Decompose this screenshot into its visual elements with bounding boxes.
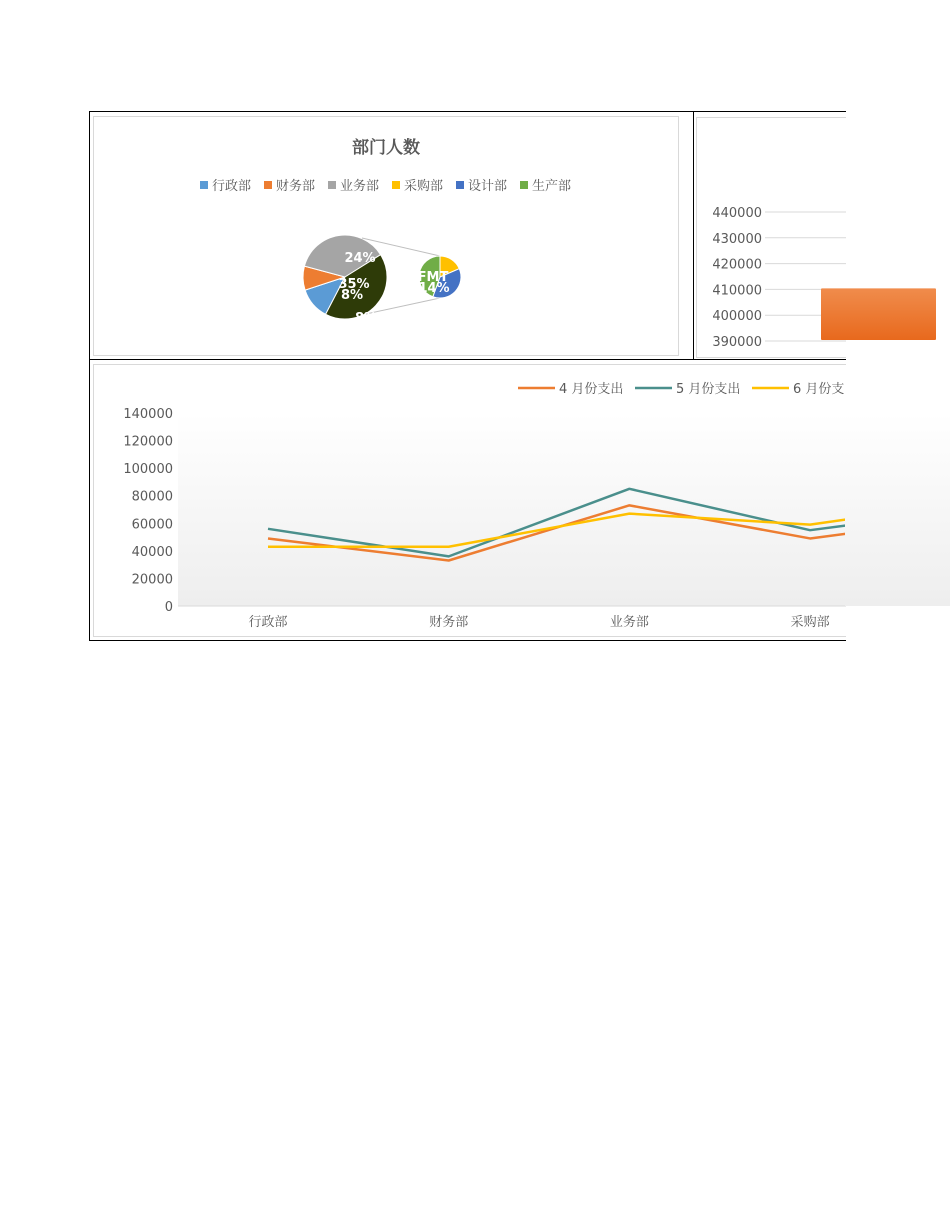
cell-horizontal-divider bbox=[90, 359, 846, 360]
line-ytick-0: 140000 bbox=[123, 407, 173, 422]
pie-data-label-3: 8% bbox=[354, 311, 378, 326]
line-plot-overflow bbox=[845, 413, 950, 606]
bar-ytick-0: 440000 bbox=[712, 206, 762, 221]
legend-label-5: 生产部 bbox=[532, 179, 572, 194]
legend-label-2: 业务部 bbox=[340, 179, 380, 194]
pie-data-label-0: 24% bbox=[344, 251, 376, 266]
line-legend bbox=[518, 381, 844, 397]
line-plot-overflow-bg bbox=[845, 413, 950, 606]
line-xtick-0: 行政部 bbox=[248, 615, 288, 630]
bar-chart-frame[interactable] bbox=[696, 117, 846, 358]
legend-label-4: 设计部 bbox=[468, 179, 508, 194]
report-sheet bbox=[89, 111, 846, 641]
line-ytick-2: 100000 bbox=[123, 462, 173, 478]
line-ytick-5: 40000 bbox=[131, 544, 173, 560]
bar-gridlines bbox=[765, 212, 846, 341]
pie-data-label-2: 8% bbox=[340, 288, 364, 303]
legend-swatch-0 bbox=[200, 181, 208, 189]
line-x-axis-ticks bbox=[248, 614, 846, 630]
bar-ytick-5: 390000 bbox=[712, 335, 762, 350]
line-plot-area bbox=[178, 413, 846, 606]
line-legend-label-0: 4 月份支出 bbox=[559, 382, 624, 397]
secondary-label-1: 14% bbox=[418, 281, 450, 296]
legend-swatch-3 bbox=[392, 181, 400, 189]
line-legend-label-2: 6 月份支 bbox=[793, 382, 845, 397]
bar-ytick-3: 410000 bbox=[712, 283, 762, 299]
legend-label-1: 财务部 bbox=[276, 179, 316, 194]
line-ytick-3: 80000 bbox=[131, 489, 173, 505]
line-ytick-7: 0 bbox=[164, 600, 173, 615]
bar-y-axis-ticks bbox=[712, 206, 762, 350]
bar-ytick-2: 420000 bbox=[712, 257, 762, 273]
line-chart bbox=[94, 365, 846, 636]
line-ytick-4: 60000 bbox=[131, 517, 173, 533]
line-chart-frame[interactable] bbox=[93, 364, 846, 637]
bar-ytick-1: 430000 bbox=[712, 231, 762, 247]
bar-ytick-4: 400000 bbox=[712, 309, 762, 325]
legend-label-0: 行政部 bbox=[212, 179, 252, 194]
legend-label-3: 采购部 bbox=[404, 179, 444, 194]
cell-vertical-divider bbox=[693, 112, 694, 359]
pie-chart bbox=[94, 117, 678, 355]
line-ytick-6: 20000 bbox=[131, 572, 173, 588]
pie-data-label-1: 35% bbox=[338, 277, 370, 292]
line-xtick-2: 业务部 bbox=[609, 615, 649, 630]
bar-chart bbox=[697, 118, 846, 357]
legend-swatch-4 bbox=[456, 181, 464, 189]
pie-chart-frame[interactable] bbox=[93, 116, 679, 356]
legend-swatch-2 bbox=[328, 181, 336, 189]
line-xtick-3: 采购部 bbox=[790, 615, 830, 630]
line-xtick-1: 财务部 bbox=[429, 615, 469, 630]
secondary-label-0: FMT bbox=[417, 270, 449, 285]
legend-swatch-5 bbox=[520, 181, 528, 189]
line-legend-label-1: 5 月份支出 bbox=[676, 382, 741, 397]
line-ytick-1: 120000 bbox=[123, 434, 173, 450]
pie-chart-title: 部门人数 bbox=[352, 138, 420, 158]
legend-swatch-1 bbox=[264, 181, 272, 189]
pie-legend bbox=[200, 178, 571, 194]
